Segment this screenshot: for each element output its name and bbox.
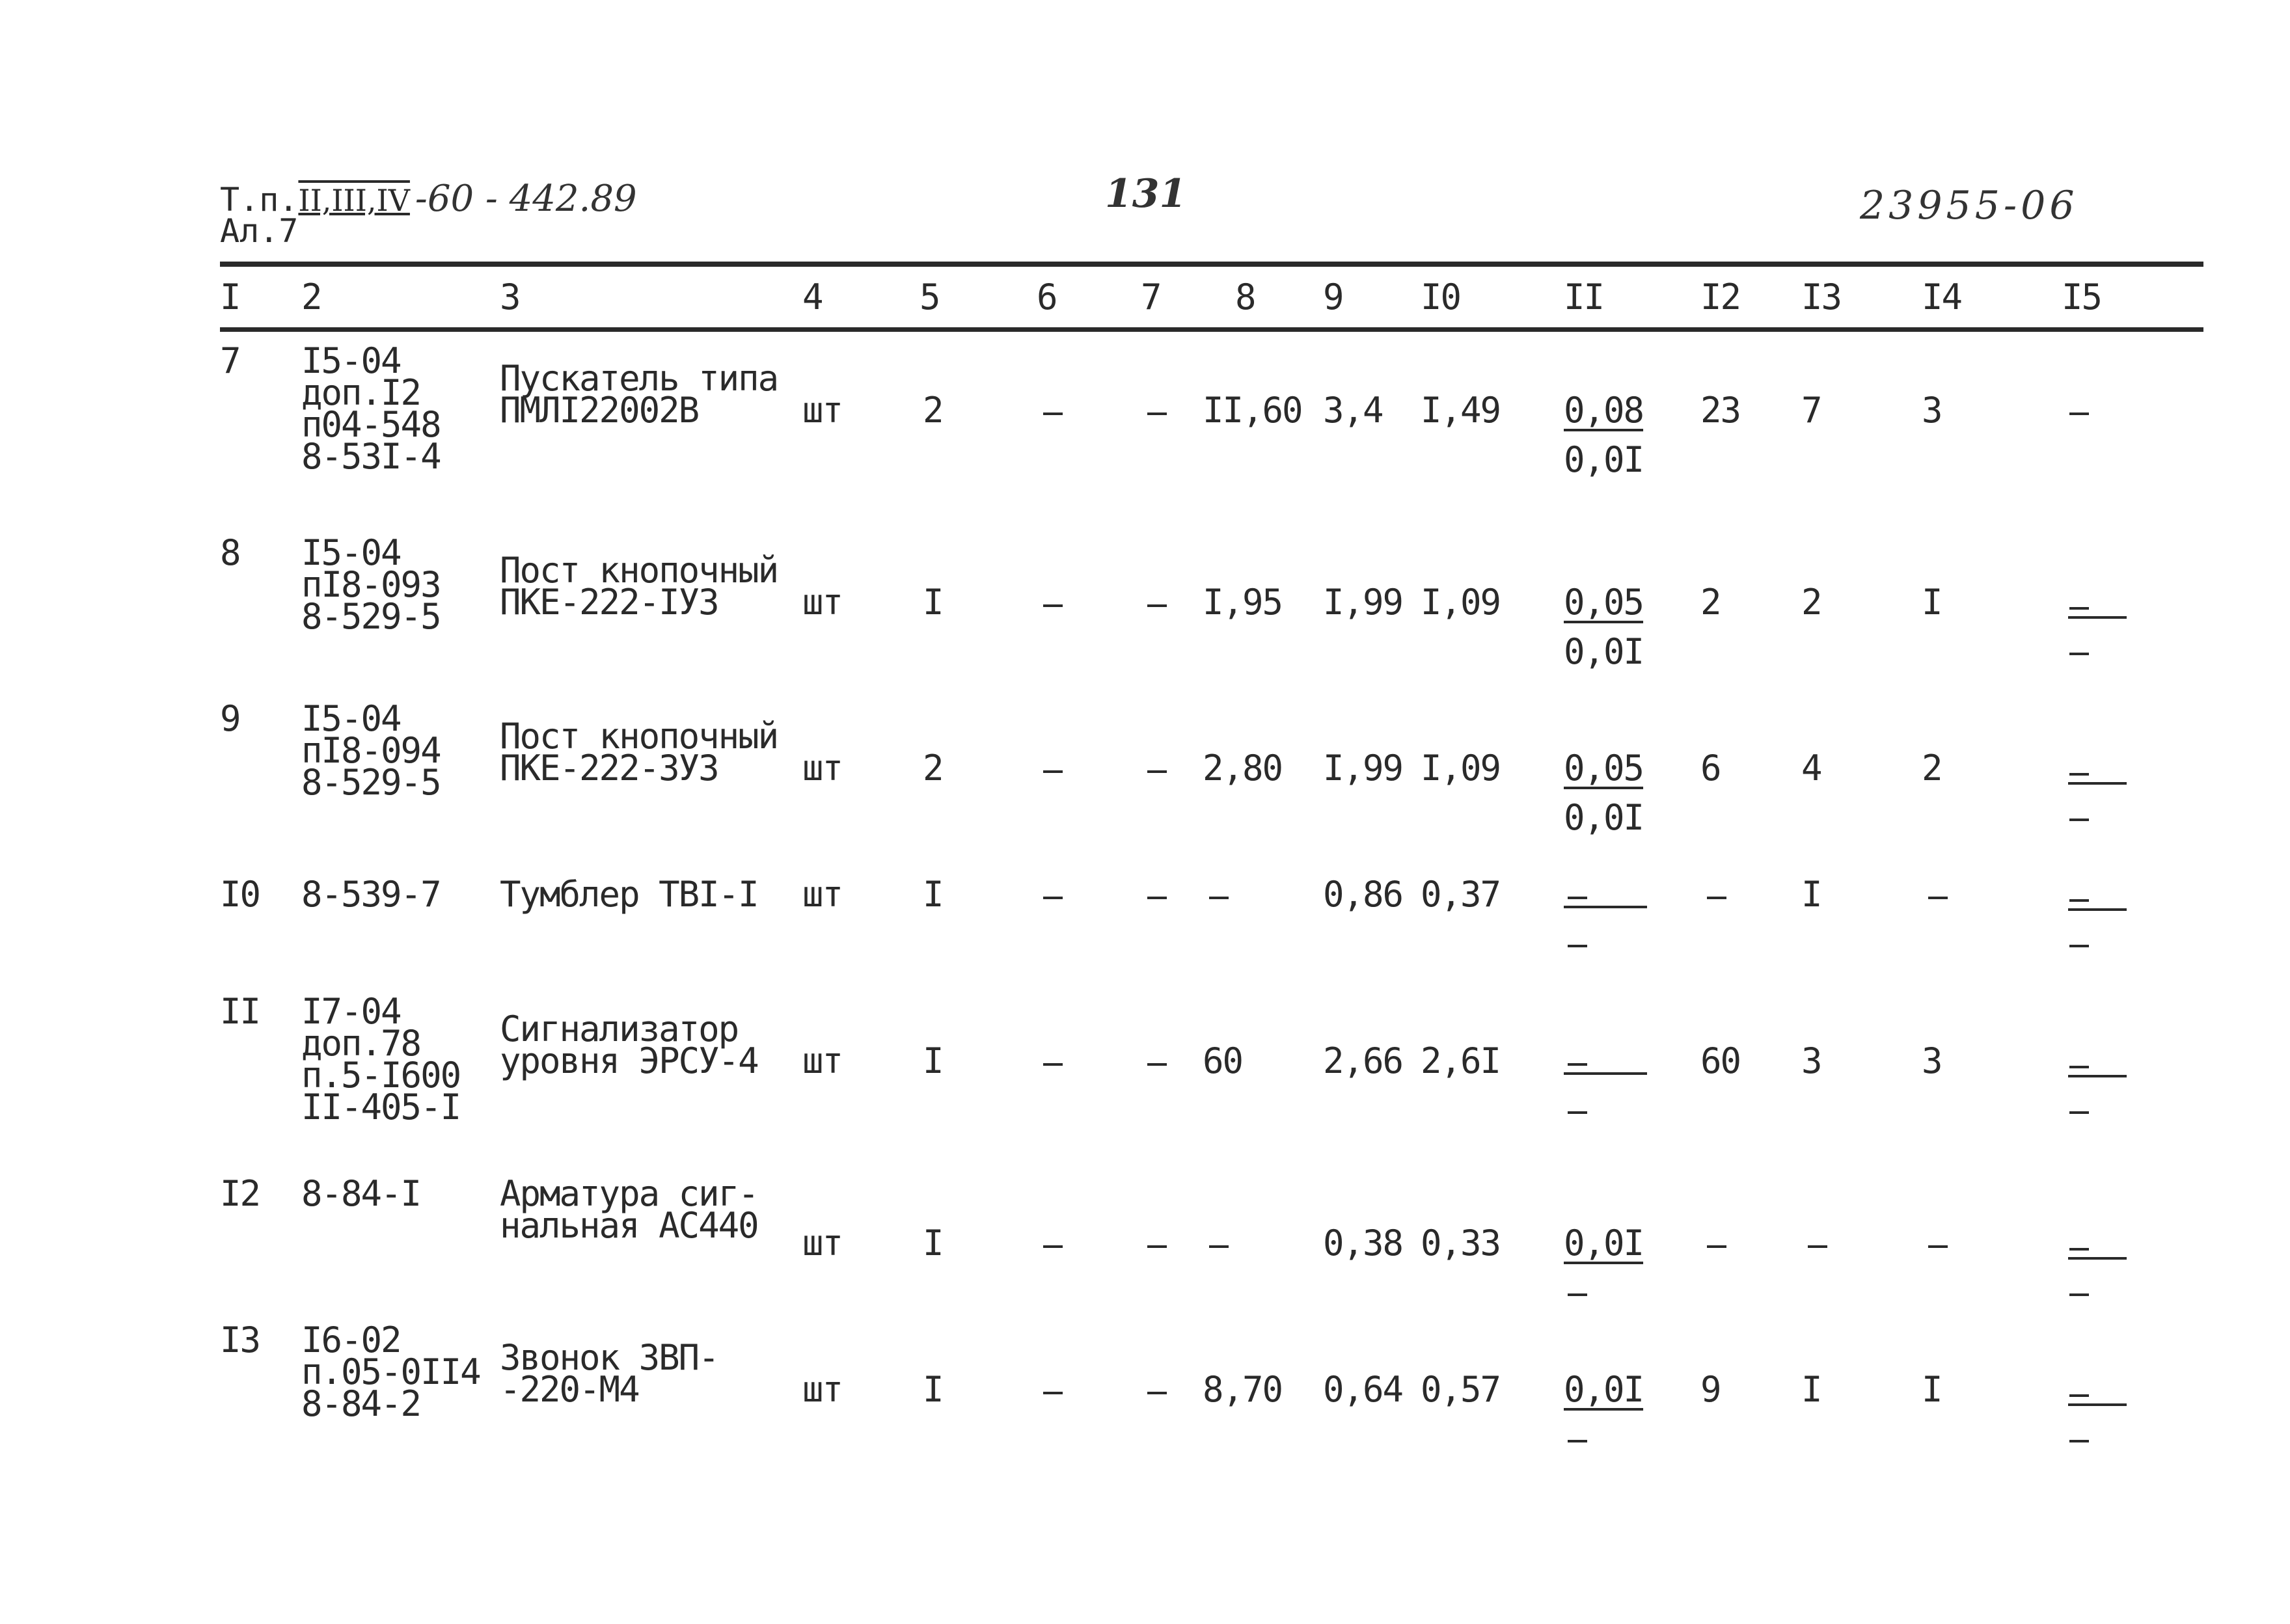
item-name-line: уровня ЭРСУ-4 <box>500 1040 758 1081</box>
dash-c7 <box>1147 413 1167 415</box>
norm-code-line: I7-04 <box>301 991 401 1032</box>
cell-c12: 60 <box>1700 1040 1741 1081</box>
item-name-line: Тумблер ТВI-I <box>500 874 758 915</box>
item-name-line: Пост кнопочный <box>500 716 778 757</box>
dash-c7 <box>1147 770 1167 773</box>
dash-c7 <box>1147 1245 1167 1248</box>
norm-code-line: 8-529-5 <box>301 596 441 637</box>
item-name-line: -220-М4 <box>500 1369 639 1410</box>
cell-c14: 2 <box>1922 748 1942 789</box>
cell-c14: 3 <box>1922 390 1942 431</box>
item-name-line: ПКЕ-222-IУ3 <box>500 582 718 623</box>
fraction-denominator-dash <box>1568 1440 1587 1442</box>
table-top-rule <box>220 262 2203 267</box>
norm-code-line: 8-53I-4 <box>301 436 441 477</box>
column-header-9: 9 <box>1323 277 1343 318</box>
cell-c5: I <box>923 1223 943 1264</box>
norm-code-line: доп.78 <box>301 1023 421 1064</box>
fraction-numerator: 0,0I <box>1564 1223 1644 1264</box>
dash-c8 <box>1209 897 1229 899</box>
row-number: I3 <box>220 1320 260 1360</box>
cell-c12: 9 <box>1700 1369 1721 1410</box>
norm-code-line: II-405-I <box>301 1087 461 1128</box>
table-header-rule <box>220 327 2203 332</box>
cell-c4: шт <box>802 874 843 915</box>
dash-c13 <box>1808 1245 1827 1248</box>
dash-c15 <box>2069 413 2089 415</box>
fraction-bar <box>2068 782 2127 785</box>
cell-c14: I <box>1922 1369 1942 1410</box>
cell-c14: 3 <box>1922 1040 1942 1081</box>
cell-c13: I <box>1801 874 1821 915</box>
cell-c8: 60 <box>1203 1040 1243 1081</box>
cell-c4: шт <box>802 748 843 789</box>
fraction-denominator: 0,0I <box>1564 439 1644 480</box>
dash-c6 <box>1043 1392 1063 1394</box>
norm-code-line: п04-548 <box>301 404 441 445</box>
cell-c9: I,99 <box>1323 582 1403 623</box>
cell-c5: I <box>923 1369 943 1410</box>
column-header-2: 2 <box>301 277 321 318</box>
cell-c4: шт <box>802 1369 843 1410</box>
cell-c13: I <box>1801 1369 1821 1410</box>
cell-c5: I <box>923 874 943 915</box>
cell-c8: 8,70 <box>1203 1369 1283 1410</box>
fraction-numerator: 0,08 <box>1564 390 1644 431</box>
roman-series: II,III,IV <box>298 183 410 218</box>
cell-c14: I <box>1922 582 1942 623</box>
dash-c7 <box>1147 1392 1167 1394</box>
cell-c9: 0,64 <box>1323 1369 1403 1410</box>
dash-c6 <box>1043 604 1063 607</box>
dash-c12 <box>1707 897 1726 899</box>
cell-c13: 7 <box>1801 390 1821 431</box>
fraction-denominator-dash <box>1568 945 1587 947</box>
norm-code-line: I5-04 <box>301 340 401 381</box>
dash-c8 <box>1209 1245 1229 1248</box>
cell-c9: I,99 <box>1323 748 1403 789</box>
column-header-7: 7 <box>1141 277 1161 318</box>
page-number: 131 <box>1105 171 1187 217</box>
fraction-bar <box>2068 908 2127 911</box>
dash-c7 <box>1147 604 1167 607</box>
dash-c12 <box>1707 1245 1726 1248</box>
norm-code-line: 8-84-I <box>301 1173 421 1214</box>
norm-code-line: 8-539-7 <box>301 874 441 915</box>
header-left-line2: Ал.7 <box>220 212 299 250</box>
cell-c13: 2 <box>1801 582 1821 623</box>
column-header-14: I4 <box>1922 277 1962 318</box>
cell-c13: 4 <box>1801 748 1821 789</box>
norm-code-line: п.05-0II4 <box>301 1351 480 1392</box>
column-header-12: I2 <box>1700 277 1741 318</box>
dash-c6 <box>1043 1063 1063 1066</box>
item-name-line: Арматура сиг- <box>500 1173 758 1214</box>
fraction-numerator-dash <box>1568 1063 1587 1066</box>
row-number: 9 <box>220 698 240 739</box>
norm-code-line: пI8-094 <box>301 730 441 771</box>
dash-c14 <box>1928 1245 1948 1248</box>
fraction-numerator: 0,05 <box>1564 582 1644 623</box>
fraction-numerator-dash <box>2069 1394 2089 1397</box>
fraction-denominator-dash <box>2069 945 2089 947</box>
fraction-bar <box>2068 1403 2127 1406</box>
cell-c5: I <box>923 1040 943 1081</box>
cell-c8: 2,80 <box>1203 748 1283 789</box>
cell-c9: 0,86 <box>1323 874 1403 915</box>
fraction-denominator: 0,0I <box>1564 797 1644 838</box>
column-header-6: 6 <box>1037 277 1057 318</box>
cell-c10: 2,6I <box>1421 1040 1501 1081</box>
fraction-numerator-dash <box>2069 773 2089 776</box>
dash-c7 <box>1147 897 1167 899</box>
cell-c8: I,95 <box>1203 582 1283 623</box>
dash-c7 <box>1147 1063 1167 1066</box>
fraction-denominator-dash <box>2069 819 2089 821</box>
dash-c6 <box>1043 1245 1063 1248</box>
norm-code-line: 8-84-2 <box>301 1383 421 1424</box>
cell-c13: 3 <box>1801 1040 1821 1081</box>
cell-c4: шт <box>802 1223 843 1264</box>
norm-code-line: I5-04 <box>301 698 401 739</box>
cell-c10: I,09 <box>1421 582 1501 623</box>
dash-c6 <box>1043 770 1063 773</box>
fraction-bar <box>1564 1072 1647 1075</box>
norm-code-line: 8-529-5 <box>301 762 441 803</box>
cell-c5: 2 <box>923 390 943 431</box>
fraction-numerator: 0,05 <box>1564 748 1644 789</box>
item-name-line: нальная АС440 <box>500 1205 758 1246</box>
row-number: II <box>220 991 260 1032</box>
dash-c6 <box>1043 413 1063 415</box>
norm-code-line: I6-02 <box>301 1320 401 1360</box>
cell-c10: 0,57 <box>1421 1369 1501 1410</box>
item-name-line: Пускатель типа <box>500 358 778 399</box>
fraction-denominator-dash <box>2069 1111 2089 1114</box>
fraction-bar <box>2068 1075 2127 1077</box>
column-header-15: I5 <box>2062 277 2102 318</box>
fraction-numerator: 0,0I <box>1564 1369 1644 1410</box>
fraction-denominator-dash <box>2069 1293 2089 1296</box>
item-name-line: ПКЕ-222-3У3 <box>500 748 718 789</box>
cell-c8: II,60 <box>1203 390 1302 431</box>
column-header-5: 5 <box>920 277 940 318</box>
column-header-10: I0 <box>1421 277 1461 318</box>
fraction-denominator-dash <box>2069 653 2089 655</box>
norm-code-line: пI8-093 <box>301 564 441 605</box>
fraction-denominator-dash <box>2069 1440 2089 1442</box>
norm-code-line: п.5-I600 <box>301 1055 461 1096</box>
row-number: 7 <box>220 340 240 381</box>
fraction-numerator-dash <box>2069 607 2089 610</box>
norm-code-line: I5-04 <box>301 532 401 573</box>
fraction-bar <box>2068 616 2127 619</box>
cell-c12: 2 <box>1700 582 1721 623</box>
column-header-8: 8 <box>1235 277 1255 318</box>
cell-c5: I <box>923 582 943 623</box>
item-name-line: Пост кнопочный <box>500 550 778 591</box>
cell-c4: шт <box>802 582 843 623</box>
cell-c10: 0,37 <box>1421 874 1501 915</box>
dash-c14 <box>1928 897 1948 899</box>
fraction-numerator-dash <box>2069 899 2089 902</box>
dash-c6 <box>1043 897 1063 899</box>
fraction-denominator-dash <box>1568 1111 1587 1114</box>
row-number: 8 <box>220 532 240 573</box>
fraction-denominator-dash <box>1568 1293 1587 1296</box>
cell-c9: 3,4 <box>1323 390 1383 431</box>
norm-code-line: доп.I2 <box>301 372 421 413</box>
cell-c10: 0,33 <box>1421 1223 1501 1264</box>
document-code: 23955-06 <box>1860 183 2079 228</box>
cell-c12: 6 <box>1700 748 1721 789</box>
fraction-bar <box>1564 906 1647 908</box>
column-header-11: II <box>1564 277 1604 318</box>
cell-c5: 2 <box>923 748 943 789</box>
item-name-line: ПМЛI22002В <box>500 390 699 431</box>
cell-c9: 2,66 <box>1323 1040 1403 1081</box>
fraction-numerator-dash <box>2069 1066 2089 1068</box>
column-header-1: I <box>220 277 240 318</box>
cell-c10: I,09 <box>1421 748 1501 789</box>
cell-c4: шт <box>802 1040 843 1081</box>
column-header-13: I3 <box>1801 277 1842 318</box>
fraction-numerator-dash <box>1568 897 1587 899</box>
row-number: I2 <box>220 1173 260 1214</box>
cell-c9: 0,38 <box>1323 1223 1403 1264</box>
column-header-4: 4 <box>802 277 823 318</box>
cell-c12: 23 <box>1700 390 1741 431</box>
tp-label: Т.п. <box>220 181 299 219</box>
cell-c10: I,49 <box>1421 390 1501 431</box>
series-code: -60 - 442.89 <box>415 178 637 220</box>
fraction-denominator: 0,0I <box>1564 631 1644 672</box>
fraction-bar <box>2068 1257 2127 1260</box>
item-name-line: Сигнализатор <box>500 1008 739 1049</box>
row-number: I0 <box>220 874 260 915</box>
cell-c4: шт <box>802 390 843 431</box>
item-name-line: Звонок ЗВП- <box>500 1337 718 1378</box>
column-header-3: 3 <box>500 277 520 318</box>
fraction-numerator-dash <box>2069 1248 2089 1251</box>
